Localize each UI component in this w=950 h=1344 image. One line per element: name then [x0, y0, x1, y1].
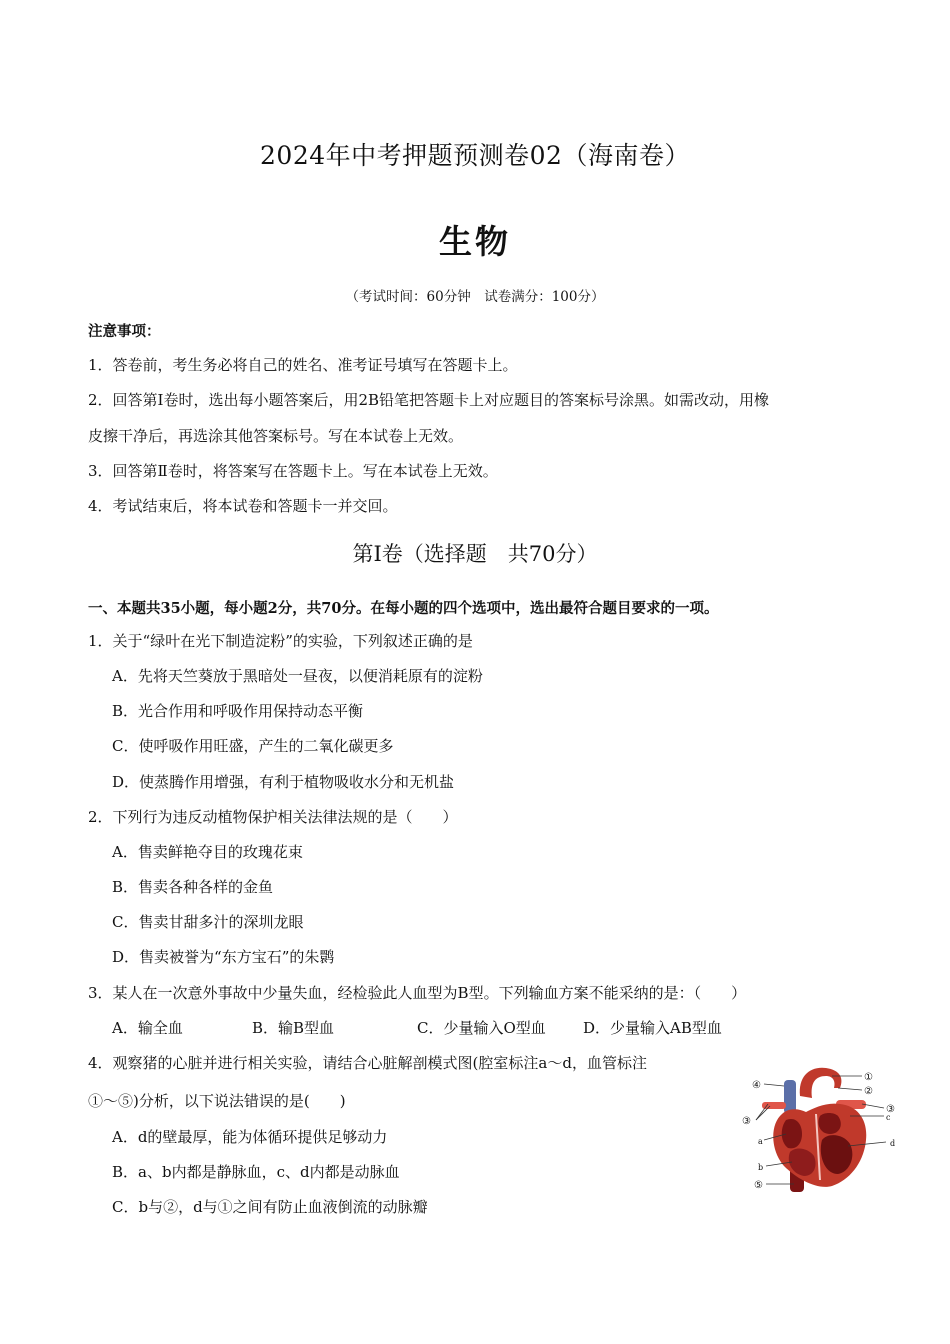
label-circle-3-left: ③ — [742, 1116, 751, 1127]
question-4-option-c: C．b与②，d与①之间有防止血液倒流的动脉瓣 — [112, 1198, 428, 1216]
label-circle-4: ④ — [752, 1080, 761, 1091]
subject-title: 生物 — [439, 222, 511, 261]
question-1-stem: 1．关于“绿叶在光下制造淀粉”的实验，下列叙述正确的是 — [88, 632, 473, 650]
exam-info: （考试时间：60分钟 试卷满分：100分） — [345, 289, 605, 305]
question-2-option-c: C．售卖甘甜多汁的深圳龙眼 — [112, 913, 304, 931]
note-item: 皮擦干净后，再选涂其他答案标号。写在本试卷上无效。 — [88, 427, 464, 445]
label-chamber-b: b — [758, 1163, 764, 1172]
question-2-option-a: A．售卖鲜艳夺目的玫瑰花束 — [112, 843, 303, 861]
vena-cava-vessel — [784, 1080, 796, 1114]
label-circle-1: ① — [864, 1072, 873, 1083]
note-item: 1．答卷前，考生务必将自己的姓名、准考证号填写在答题卡上。 — [88, 356, 518, 374]
heart-anatomy-figure — [740, 1058, 910, 1198]
question-2-option-b: B．售卖各种各样的金鱼 — [112, 878, 274, 896]
question-4-stem-continued: ①～⑤)分析，以下说法错误的是( ) — [88, 1092, 346, 1110]
page-title: 2024年中考押题预测卷02（海南卷） — [260, 141, 690, 170]
question-1-option-c: C．使呼吸作用旺盛，产生的二氧化碳更多 — [112, 737, 394, 755]
pulmonary-vein-vessel — [762, 1102, 786, 1109]
chamber-a — [782, 1119, 802, 1148]
label-circle-2: ② — [864, 1086, 873, 1097]
label-chamber-d: d — [890, 1139, 896, 1148]
label-chamber-c: c — [886, 1113, 891, 1122]
note-item: 2．回答第Ⅰ卷时，选出每小题答案后，用2B铅笔把答题卡上对应题目的答案标号涂黑。如需改动，用橡 — [88, 391, 770, 409]
question-3-option-a: A．输全血 — [112, 1019, 183, 1037]
question-2-stem: 2．下列行为违反动植物保护相关法律法规的是（ ） — [88, 808, 458, 826]
question-4-option-a: A．d的壁最厚，能为体循环提供足够动力 — [112, 1128, 388, 1146]
question-4-option-b: B．a、b内都是静脉血，c、d内都是动脉血 — [112, 1163, 400, 1181]
aorta-vessel — [800, 1068, 842, 1098]
label-circle-5: ⑤ — [754, 1180, 763, 1191]
question-2-option-d: D．售卖被誉为“东方宝石”的朱鹮 — [112, 948, 335, 966]
question-3-option-d: D．少量输入AB型血 — [583, 1019, 722, 1037]
note-item: 3．回答第Ⅱ卷时，将答案写在答题卡上。写在本试卷上无效。 — [88, 462, 498, 480]
question-3-option-c: C．少量输入O型血 — [417, 1019, 546, 1037]
section-title: 第Ⅰ卷（选择题 共70分） — [352, 542, 598, 566]
label-circle-3-right: ③ — [886, 1104, 895, 1115]
notes-heading: 注意事项： — [88, 323, 161, 340]
question-1-option-b: B．光合作用和呼吸作用保持动态平衡 — [112, 702, 364, 720]
chamber-c — [818, 1113, 840, 1134]
question-3-stem: 3．某人在一次意外事故中少量失血，经检验此人血型为B型。下列输血方案不能采纳的是：（ ） — [88, 984, 747, 1002]
section-instruction: 一、本题共35小题，每小题2分，共70分。在每小题的四个选项中，选出最符合题目要求的一项。 — [88, 600, 719, 617]
label-chamber-a: a — [758, 1137, 763, 1146]
question-1-option-d: D．使蒸腾作用增强，有利于植物吸收水分和无机盐 — [112, 773, 455, 791]
question-4-stem: 4．观察猪的心脏并进行相关实验，请结合心脏解剖模式图(腔室标注a～d，血管标注 — [88, 1054, 647, 1072]
question-1-option-a: A．先将天竺葵放于黑暗处一昼夜，以便消耗原有的淀粉 — [112, 667, 483, 685]
question-3-option-b: B．输B型血 — [252, 1019, 335, 1037]
note-item: 4．考试结束后，将本试卷和答题卡一并交回。 — [88, 497, 398, 515]
